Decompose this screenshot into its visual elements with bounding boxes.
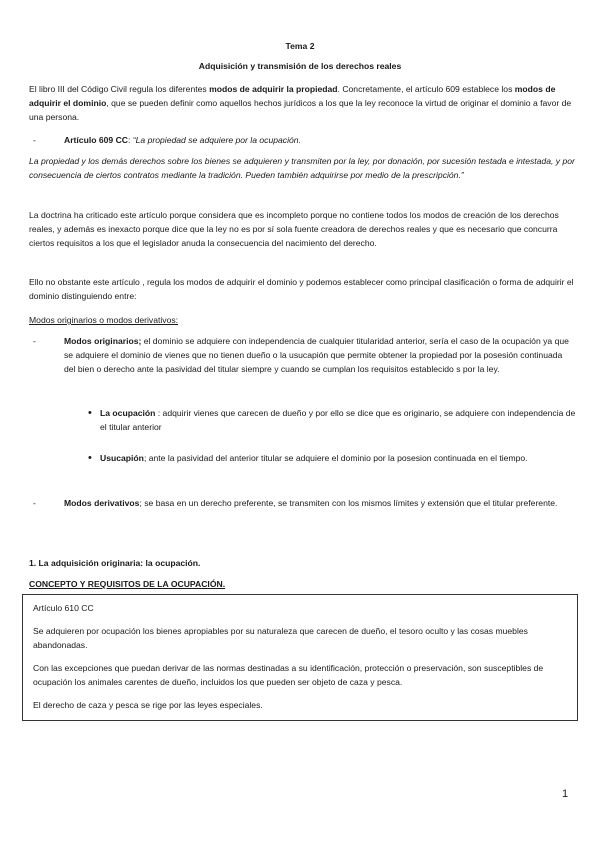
article-609-label: Artículo 609 CC [64,135,128,145]
section-1-heading: 1. La adquisición originaria: la ocupación. [29,558,201,568]
article-610-box [22,594,578,721]
modes-heading: Modos originarios o modos derivativos: [29,315,179,325]
ocupacion-label: La ocupación [100,408,156,418]
article-609-quote: “La propiedad se adquiere por la ocupación. [132,135,301,145]
page-number: 1 [562,788,569,800]
bullet-icon: • [88,407,92,419]
classification-paragraph: Ello no obstante este artículo , regula los modos de adquirir el dominio y podemos establecer como principal clasificación o forma de adquirir el dominio distinguiendo entre: [29,277,574,301]
section-1-subheading: CONCEPTO Y REQUISITOS DE LA OCUPACIÓN. [29,579,226,589]
article-610-title: Artículo 610 CC [33,603,94,613]
critique-paragraph: La doctrina ha criticado este artículo porque considera que es incompleto porque no contiene todos los modos de creación de los derechos reales, y además es inexacto porque dice que la ley no es por sí sola fuente creadora de derechos reales y que es necesario que concurra ciertos requisitos a los que el legislador anuda la consecuencia del nacimiento del derecho. [29,210,559,248]
page-title: Tema 2 [285,41,315,51]
bullet-icon: • [88,452,92,464]
originarios-label: Modos originarios; [64,336,142,346]
article-610-p1: Se adquieren por ocupación los bienes apropiables por su naturaleza que carecen de dueño, el tesoro oculto y las cosas muebles abandonadas. [33,626,528,650]
derivativos-label: Modos derivativos [64,498,140,508]
article-610-p3: El derecho de caza y pesca se rige por las leyes especiales. [33,700,263,710]
intro-paragraph: El libro III del Código Civil regula los diferentes modos de adquirir la propiedad. Concretamente, el artículo 609 establece los modos de adquirir el dominio, que se pueden definir como aquellos hechos jurídicos a los que la ley reconoce la virtud de originar el dominio a favor de una persona. [29,84,572,122]
page-subtitle: Adquisición y transmisión de los derechos reales [198,61,402,71]
article-610-p2: Con las excepciones que puedan derivar de las normas destinadas a su identificación, protección o preservación, son susceptibles de ocupación los animales carentes de dueño, incluidos los que pueden ser objeto de caza y pesca. [33,663,544,687]
usucapion-label: Usucapión [100,453,144,463]
article-609-body: La propiedad y los demás derechos sobre los bienes se adquieren y transmiten por la ley, por donación, por sucesión testada e intestada, y por consecuencia de ciertos contratos mediante la tradición. Pueden también adquirirse por medio de la prescripción.” [29,156,575,180]
